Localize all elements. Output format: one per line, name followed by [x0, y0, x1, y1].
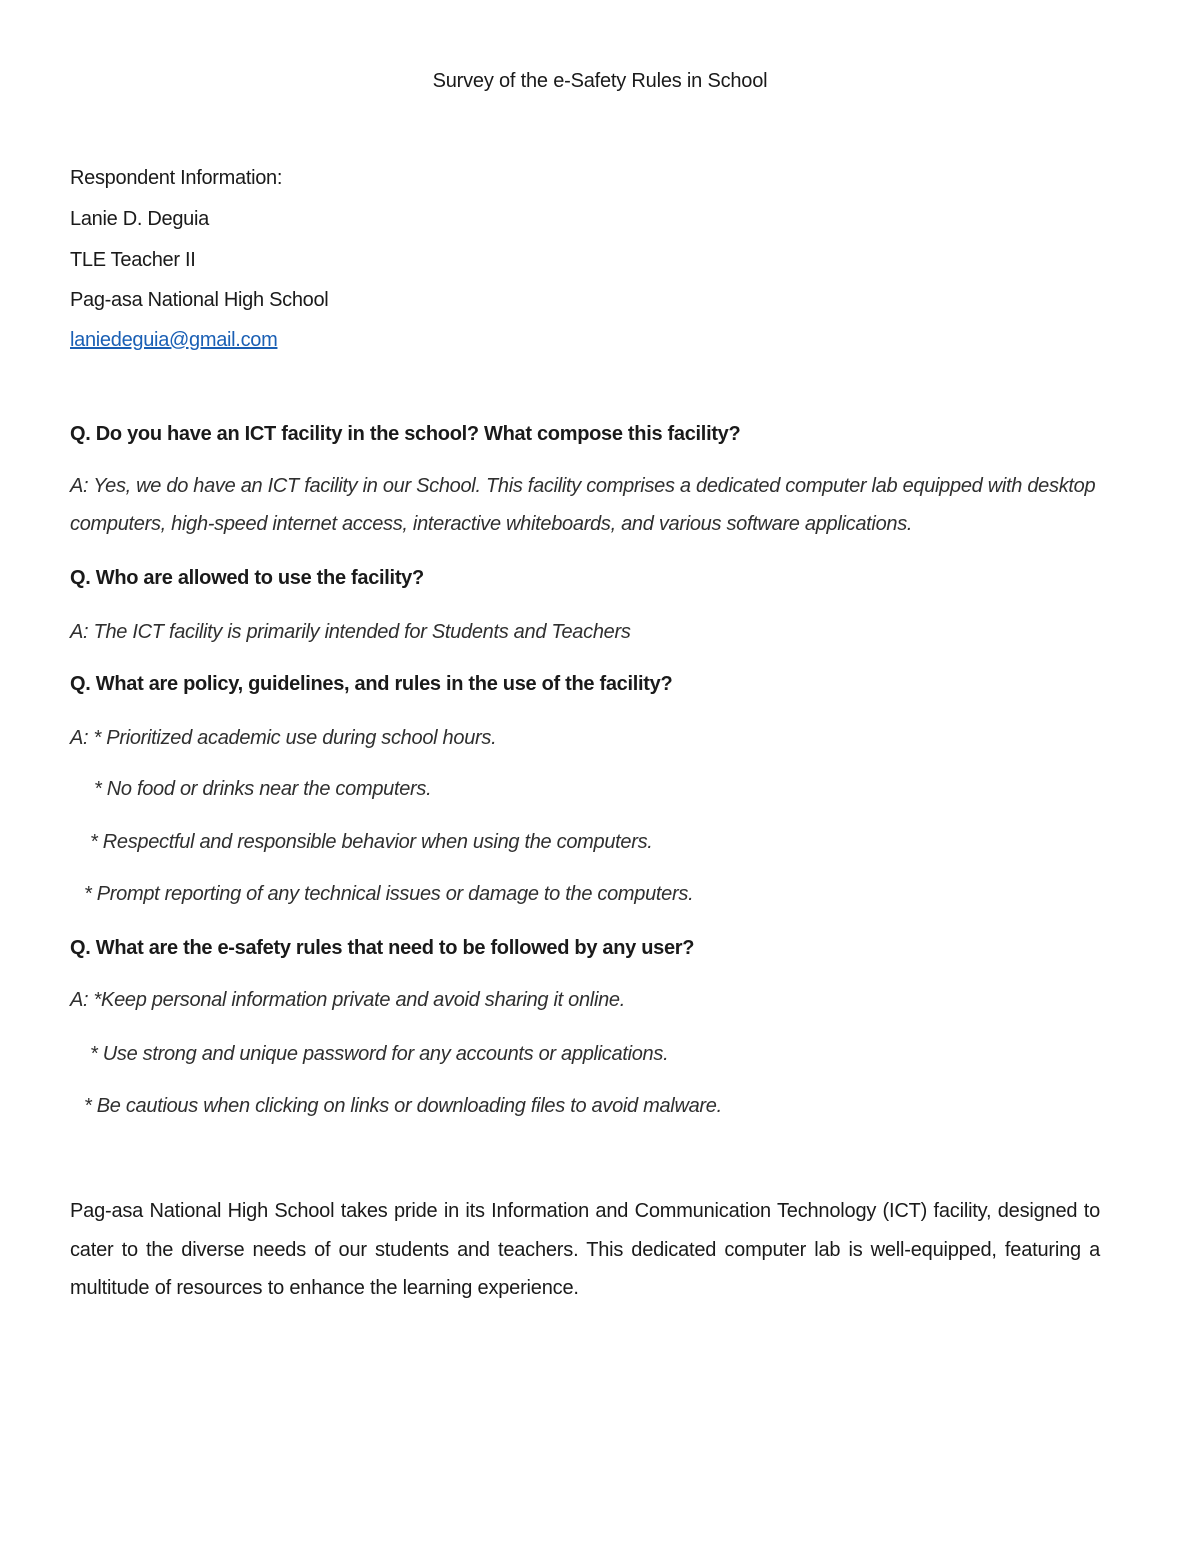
- question-4: Q. What are the e-safety rules that need to be followed by any user?: [70, 937, 695, 959]
- respondent-email-link[interactable]: laniedeguia@gmail.com: [70, 329, 278, 351]
- answer-3-line-4: * Prompt reporting of any technical issues or damage to the computers.: [84, 883, 694, 905]
- answer-3-line-2: * No food or drinks near the computers.: [94, 778, 432, 800]
- answer-4-line-2: * Use strong and unique password for any accounts or applications.: [90, 1043, 669, 1065]
- answer-4-line-1: A: *Keep personal information private and avoid sharing it online.: [70, 989, 625, 1011]
- respondent-name: Lanie D. Deguia: [70, 208, 209, 230]
- document-title: Survey of the e-Safety Rules in School: [432, 70, 768, 92]
- question-2: Q. Who are allowed to use the facility?: [70, 567, 424, 589]
- question-1: Q. Do you have an ICT facility in the school? What compose this facility?: [70, 423, 741, 445]
- closing-paragraph: Pag-asa National High School takes pride in its Information and Communication Technology (ICT) facility, designed to cater to the diverse needs of our students and teachers. This dedicated computer lab is well-equipped, featuring a multitude of resources to enhance the learning experience.: [70, 1200, 1100, 1299]
- respondent-heading: Respondent Information:: [70, 167, 283, 189]
- answer-2: A: The ICT facility is primarily intended for Students and Teachers: [70, 621, 631, 643]
- respondent-email-line: [70, 329, 1140, 352]
- answer-3-line-3: * Respectful and responsible behavior when using the computers.: [90, 831, 653, 853]
- answer-3-line-1: A: * Prioritized academic use during school hours.: [70, 727, 497, 749]
- answer-1: A: Yes, we do have an ICT facility in our School. This facility comprises a dedicated computer lab equipped with desktop computers, high-speed internet access, interactive whiteboards, and various software applications.: [70, 475, 1096, 535]
- respondent-position: TLE Teacher II: [70, 249, 196, 271]
- respondent-school: Pag-asa National High School: [70, 289, 329, 311]
- answer-4-line-3: * Be cautious when clicking on links or downloading files to avoid malware.: [84, 1095, 722, 1117]
- question-3: Q. What are policy, guidelines, and rules in the use of the facility?: [70, 673, 673, 695]
